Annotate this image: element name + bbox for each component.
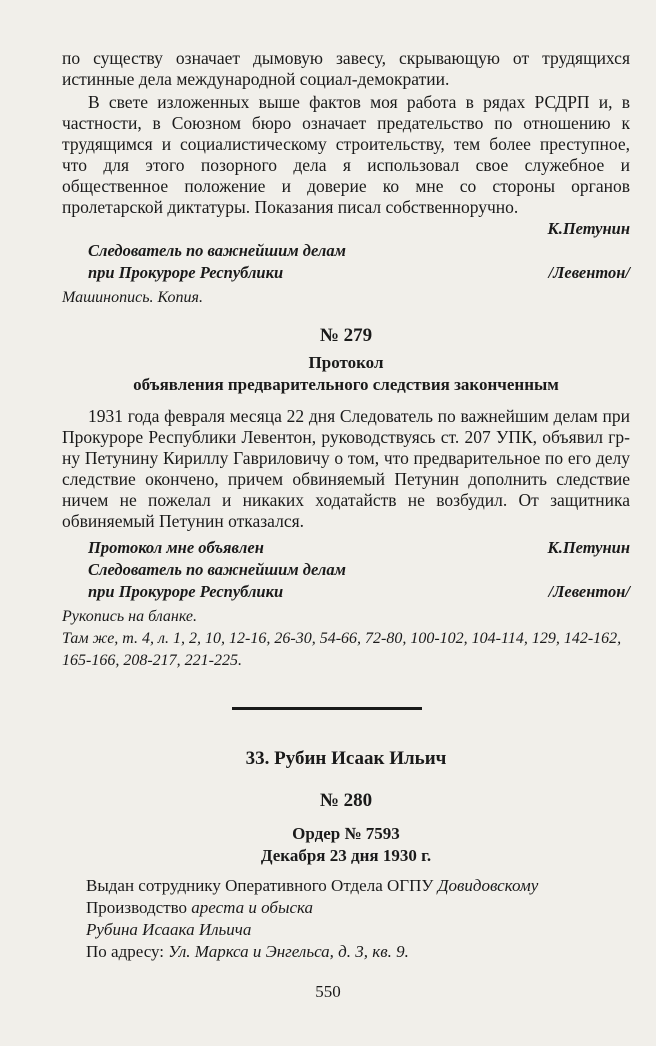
issued-name: Довидовскому xyxy=(437,876,539,895)
doc-title-279: Протокол xyxy=(308,353,384,372)
investigator-title-3: Следователь по важнейшим делам xyxy=(88,560,346,579)
production-prefix: Производство xyxy=(86,898,192,917)
doc-number-280: № 280 xyxy=(319,790,373,811)
order-date: Декабря 23 дня 1930 г. xyxy=(260,846,432,865)
doc-number-279: № 279 xyxy=(319,325,373,346)
address-line xyxy=(86,941,636,963)
page-number: 550 xyxy=(315,982,341,1001)
archive-reference: Там же, т. 4, л. 1, 2, 10, 12-16, 26-30, 54-66, 72-80, 100-102, 104-114, 129, 142-162, 165-166, 208-217, 221-225. xyxy=(62,630,622,669)
investigator-name: /Левентон/ xyxy=(548,263,630,282)
issued-prefix: Выдан сотруднику Оперативного Отдела ОГПУ xyxy=(86,876,438,895)
announced-line xyxy=(88,537,630,559)
address-value: Ул. Маркса и Энгельса, д. 3, кв. 9. xyxy=(168,942,409,961)
investigator-line-4 xyxy=(88,581,630,603)
investigator-line-1 xyxy=(88,240,630,262)
investigator-line-2 xyxy=(88,262,630,284)
signer-name-2: К.Петунин xyxy=(547,538,630,557)
person-name: Рубина Исаака Ильича xyxy=(86,920,252,939)
investigator-title-4: при Прокуроре Республики xyxy=(88,582,284,601)
announced-text: Протокол мне объявлен xyxy=(88,538,264,557)
person-line xyxy=(86,919,636,941)
issued-line xyxy=(86,875,636,897)
signature-line xyxy=(88,218,630,240)
production-value: ареста и обыска xyxy=(191,898,314,917)
investigator-title-1: Следователь по важнейшим делам xyxy=(88,241,346,260)
protocol-body: 1931 года февраля месяца 22 дня Следователь по важнейшим делам при Прокуроре Республики Левентон, руководствуясь ст. 207 УПК, объявил гр-ну Петунину Кириллу Гавриловичу о том, что предварительное по его делу следствие окончено, причем обвиняемый Петунин дополнить следствие ничем не пожелал и никаких ходатайств не возбудил. От защитника обвиняемый Петунин отказался. xyxy=(62,406,630,531)
section-heading: 33. Рубин Исаак Ильич xyxy=(245,748,447,769)
order-number: Ордер № 7593 xyxy=(292,824,400,843)
production-line xyxy=(86,897,636,919)
source-note-2: Рукопись на бланке. xyxy=(62,608,198,625)
investigator-line-3 xyxy=(88,559,630,581)
source-note: Машинопись. Копия. xyxy=(62,289,203,306)
investigator-name-2: /Левентон/ xyxy=(548,582,630,601)
paragraph-continued: по существу означает дымовую завесу, скрывающую от трудящихся истинные дела международной социал-демократии. xyxy=(62,48,630,89)
section-divider xyxy=(232,707,422,710)
doc-subtitle-279: объявления предварительного следствия законченным xyxy=(133,375,559,394)
investigator-title-2: при Прокуроре Республики xyxy=(88,263,284,282)
paragraph-statement: В свете изложенных выше фактов моя работа в рядах РСДРП и, в частности, в Союзном бюро означает предательство по отношению к трудящимся и социалистическому строительству, тем более преступное, что для этого позорного дела я использовал свое служебное и общественное положение и доверие ко мне со стороны органов пролетарской диктатуры. Показания писал собственноручно. xyxy=(62,92,630,217)
address-prefix: По адресу: xyxy=(86,942,169,961)
signer-name: К.Петунин xyxy=(547,219,630,238)
